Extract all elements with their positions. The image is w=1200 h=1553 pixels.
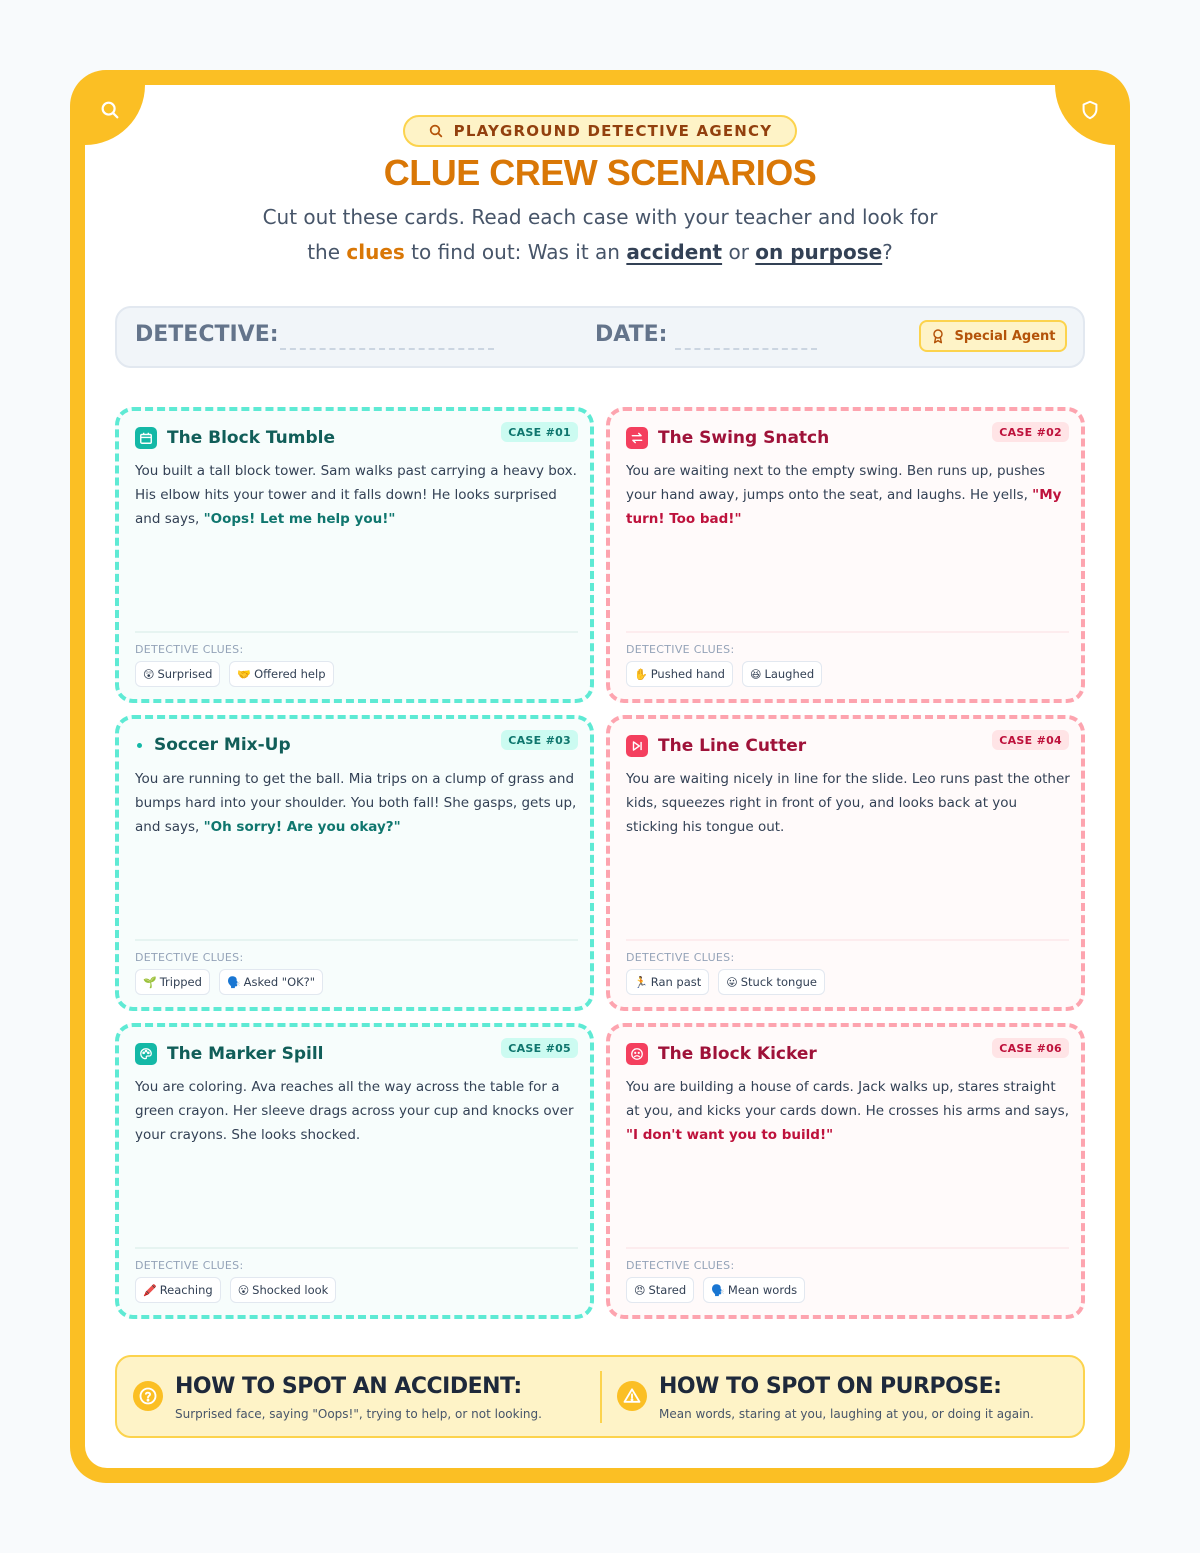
award-icon — [930, 327, 946, 345]
clue-emoji: ✋ — [634, 667, 648, 681]
clue-chip — [703, 1277, 805, 1303]
case-card-02 — [606, 407, 1085, 703]
story-text: You are building a house of cards. Jack walks up, stares straight at you, and kicks your cards down. He crosses his arms and says, — [626, 1079, 1070, 1119]
intro-accident: accident — [626, 240, 723, 264]
card-story — [135, 459, 580, 531]
skip-forward-icon — [626, 735, 648, 757]
clue-emoji: 🗣️ — [711, 1283, 725, 1297]
card-title — [626, 1043, 817, 1065]
detective-info-bar — [115, 306, 1085, 368]
story-text: You are running to get the ball. Mia trips on a clump of grass and bumps hard into your shoulder. You both fall! She gasps, gets up, and says, — [135, 771, 577, 835]
clue-list — [626, 969, 825, 995]
clue-list — [135, 1277, 336, 1303]
clue-chip — [626, 1277, 694, 1303]
card-title — [626, 735, 806, 757]
card-title-text: The Swing Snatch — [658, 428, 830, 448]
clue-chip — [135, 661, 220, 687]
clue-emoji: 🖍️ — [143, 1283, 157, 1297]
special-agent-label: Special Agent — [954, 328, 1056, 344]
card-title-text: The Block Kicker — [658, 1044, 817, 1064]
case-number: CASE #02 — [992, 422, 1069, 442]
clues-label: DETECTIVE CLUES: — [135, 643, 244, 656]
clue-label: Stuck tongue — [740, 975, 817, 989]
search-icon — [99, 99, 121, 121]
page-title: CLUE CREW SCENARIOS — [383, 152, 817, 193]
agency-badge — [403, 115, 797, 147]
warning-icon — [617, 1381, 647, 1411]
card-story — [626, 1075, 1071, 1147]
card-title-text: Soccer Mix-Up — [154, 735, 291, 755]
clue-chip — [718, 969, 825, 995]
clue-list — [626, 661, 822, 687]
accident-tips: Surprised face, saying "Oops!", trying to help, or not looking. — [175, 1407, 542, 1421]
card-divider — [626, 1247, 1069, 1249]
intro-end: ? — [882, 240, 893, 264]
clue-chip — [135, 969, 210, 995]
card-divider — [626, 939, 1069, 941]
clue-list — [135, 661, 334, 687]
clues-label: DETECTIVE CLUES: — [135, 951, 244, 964]
intro-on-purpose: on purpose — [755, 240, 883, 264]
card-story — [626, 459, 1071, 531]
story-text: You are waiting next to the empty swing. Ben runs up, pushes your hand away, jumps onto the seat, and laughs. He yells, — [626, 463, 1045, 503]
card-divider — [135, 939, 578, 941]
date-label: DATE: — [595, 322, 668, 347]
instructions-line1: Cut out these cards. Read each case with your teacher and look for — [262, 205, 938, 229]
clue-chip — [626, 661, 733, 687]
case-number: CASE #03 — [501, 730, 578, 750]
clue-chip — [742, 661, 822, 687]
clue-label: Offered help — [254, 667, 326, 681]
detective-name-line[interactable] — [280, 348, 494, 350]
card-divider — [135, 631, 578, 633]
card-title-text: The Marker Spill — [167, 1044, 324, 1064]
card-story — [135, 767, 580, 839]
frown-icon — [626, 1043, 648, 1065]
clue-label: Reaching — [159, 1283, 213, 1297]
clue-label: Pushed hand — [650, 667, 725, 681]
story-quote: "Oh sorry! Are you okay?" — [203, 819, 401, 835]
case-card-01 — [115, 407, 594, 703]
card-title — [135, 735, 291, 755]
clue-emoji: 😠 — [634, 1283, 646, 1297]
story-text: You are coloring. Ava reaches all the way across the table for a green crayon. Her sleeve drags across your cup and knocks over your crayons. She looks shocked. — [135, 1079, 574, 1143]
clue-label: Tripped — [159, 975, 202, 989]
clue-chip — [230, 1277, 337, 1303]
clues-label: DETECTIVE CLUES: — [626, 951, 735, 964]
instructions-line2 — [200, 235, 1000, 270]
clue-label: Ran past — [650, 975, 702, 989]
clue-emoji: 😆 — [749, 667, 762, 681]
date-line[interactable] — [675, 348, 817, 350]
clue-label: Shocked look — [252, 1283, 329, 1297]
clue-label: Asked "OK?" — [243, 975, 316, 989]
card-title — [626, 427, 829, 449]
clue-list — [626, 1277, 805, 1303]
accident-heading: HOW TO SPOT AN ACCIDENT: — [175, 1374, 522, 1399]
story-quote: "My turn! Too bad!" — [626, 487, 1062, 527]
intro-the: the — [307, 240, 347, 264]
intro-clues: clues — [346, 240, 405, 264]
clues-label: DETECTIVE CLUES: — [626, 643, 735, 656]
card-story — [626, 767, 1071, 839]
card-title — [135, 1043, 324, 1065]
story-quote: "I don't want you to build!" — [626, 1127, 834, 1143]
clue-label: Surprised — [157, 667, 213, 681]
clue-label: Stared — [648, 1283, 687, 1297]
question-icon — [133, 1381, 163, 1411]
card-title — [135, 427, 335, 449]
instructions — [200, 200, 1000, 270]
palette-icon — [135, 1043, 157, 1065]
story-quote: "Oops! Let me help you!" — [203, 511, 396, 527]
case-card-06 — [606, 1023, 1085, 1319]
panel-divider — [600, 1371, 602, 1423]
clue-chip — [626, 969, 709, 995]
swap-arrows-icon — [626, 427, 648, 449]
clue-emoji: 😲 — [143, 667, 155, 681]
bullet-dot-icon — [137, 743, 142, 748]
special-agent-badge — [919, 320, 1067, 352]
detective-label: DETECTIVE: — [135, 322, 279, 347]
story-text: You are waiting nicely in line for the slide. Leo runs past the other kids, squeezes right in front of you, and looks back at you sticking his tongue out. — [626, 771, 1070, 835]
case-card-04 — [606, 715, 1085, 1011]
purpose-heading: HOW TO SPOT ON PURPOSE: — [659, 1374, 1002, 1399]
clue-list — [135, 969, 323, 995]
clue-label: Mean words — [727, 1283, 798, 1297]
case-number: CASE #06 — [992, 1038, 1069, 1058]
card-title-text: The Line Cutter — [658, 736, 807, 756]
case-number: CASE #04 — [992, 730, 1069, 750]
purpose-tips: Mean words, staring at you, laughing at you, or doing it again. — [659, 1407, 1034, 1421]
card-divider — [626, 631, 1069, 633]
shield-icon — [1079, 99, 1101, 121]
how-to-spot-panel — [115, 1355, 1085, 1438]
agency-name: PLAYGROUND DETECTIVE AGENCY — [453, 122, 773, 140]
intro-or: or — [722, 240, 756, 264]
card-title-text: The Block Tumble — [167, 428, 335, 448]
card-story — [135, 1075, 580, 1147]
intro-mid: to find out: Was it an — [404, 240, 627, 264]
case-card-05 — [115, 1023, 594, 1319]
clue-chip — [229, 661, 333, 687]
clues-label: DETECTIVE CLUES: — [626, 1259, 735, 1272]
clue-emoji: 😛 — [726, 975, 738, 989]
case-number: CASE #01 — [501, 422, 578, 442]
card-divider — [135, 1247, 578, 1249]
blocks-icon — [135, 427, 157, 449]
clue-emoji: 🌱 — [143, 975, 157, 989]
clue-emoji: 🗣️ — [226, 975, 241, 989]
clue-emoji: 😮 — [237, 1283, 250, 1297]
clue-emoji: 🏃 — [634, 975, 648, 989]
clue-label: Laughed — [764, 667, 815, 681]
clues-label: DETECTIVE CLUES: — [135, 1259, 244, 1272]
clue-emoji: 🤝 — [237, 667, 252, 681]
story-text: You built a tall block tower. Sam walks past carrying a heavy box. His elbow hits your tower and it falls down! He looks surprised and says, — [135, 463, 577, 527]
clue-chip — [135, 1277, 221, 1303]
case-number: CASE #05 — [501, 1038, 578, 1058]
case-card-03 — [115, 715, 594, 1011]
clue-chip — [219, 969, 323, 995]
magnifier-icon — [428, 123, 444, 139]
